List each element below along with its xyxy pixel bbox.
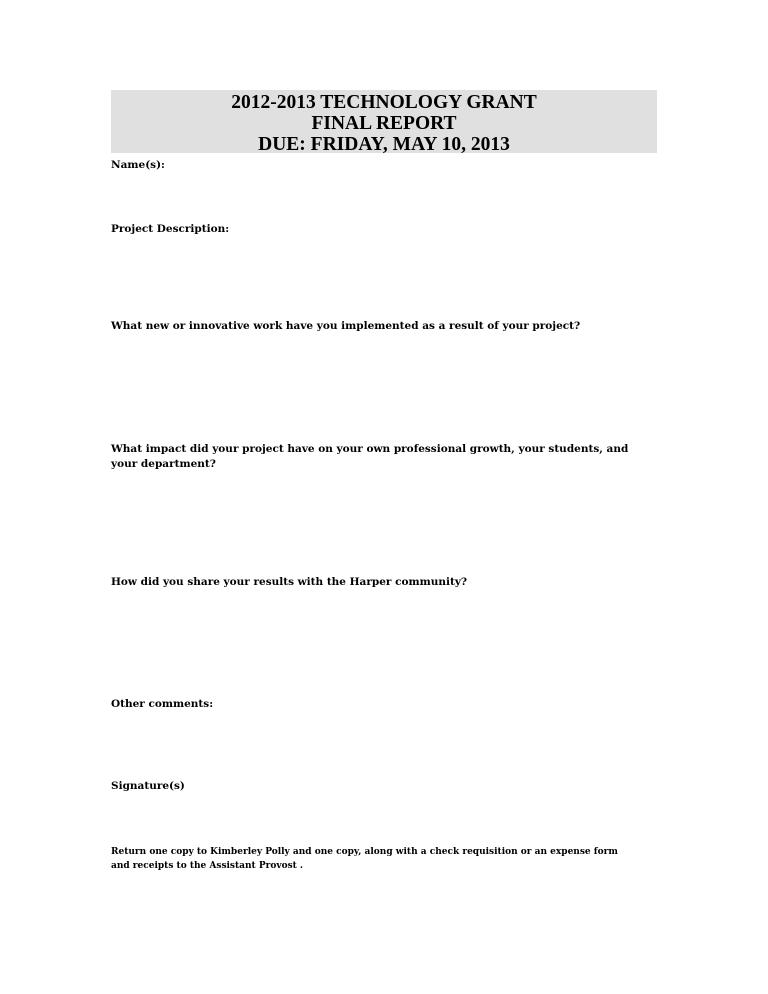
return-instructions-line2: and receipts to the Assistant Provost . bbox=[111, 861, 304, 871]
impact-question-line2: your department? bbox=[111, 458, 216, 470]
innovative-work-question: What new or innovative work have you implemented as a result of your project? bbox=[111, 320, 581, 332]
project-description-label: Project Description: bbox=[111, 223, 230, 235]
return-instructions bbox=[111, 845, 618, 873]
title-final-report: FINAL REPORT bbox=[311, 113, 457, 134]
title-grant-year: 2012-2013 TECHNOLOGY GRANT bbox=[231, 92, 537, 113]
return-instructions-line1: Return one copy to Kimberley Polly and one copy, along with a check requisition or an expense form bbox=[111, 847, 618, 857]
title-due-date: DUE: FRIDAY, MAY 10, 2013 bbox=[258, 134, 510, 155]
names-label: Name(s): bbox=[111, 159, 165, 171]
share-results-question: How did you share your results with the Harper community? bbox=[111, 576, 468, 588]
impact-question-line1: What impact did your project have on your own professional growth, your students, and bbox=[111, 443, 629, 455]
report-title-header bbox=[111, 90, 657, 153]
other-comments-label: Other comments: bbox=[111, 698, 214, 710]
signatures-label: Signature(s) bbox=[111, 780, 185, 792]
